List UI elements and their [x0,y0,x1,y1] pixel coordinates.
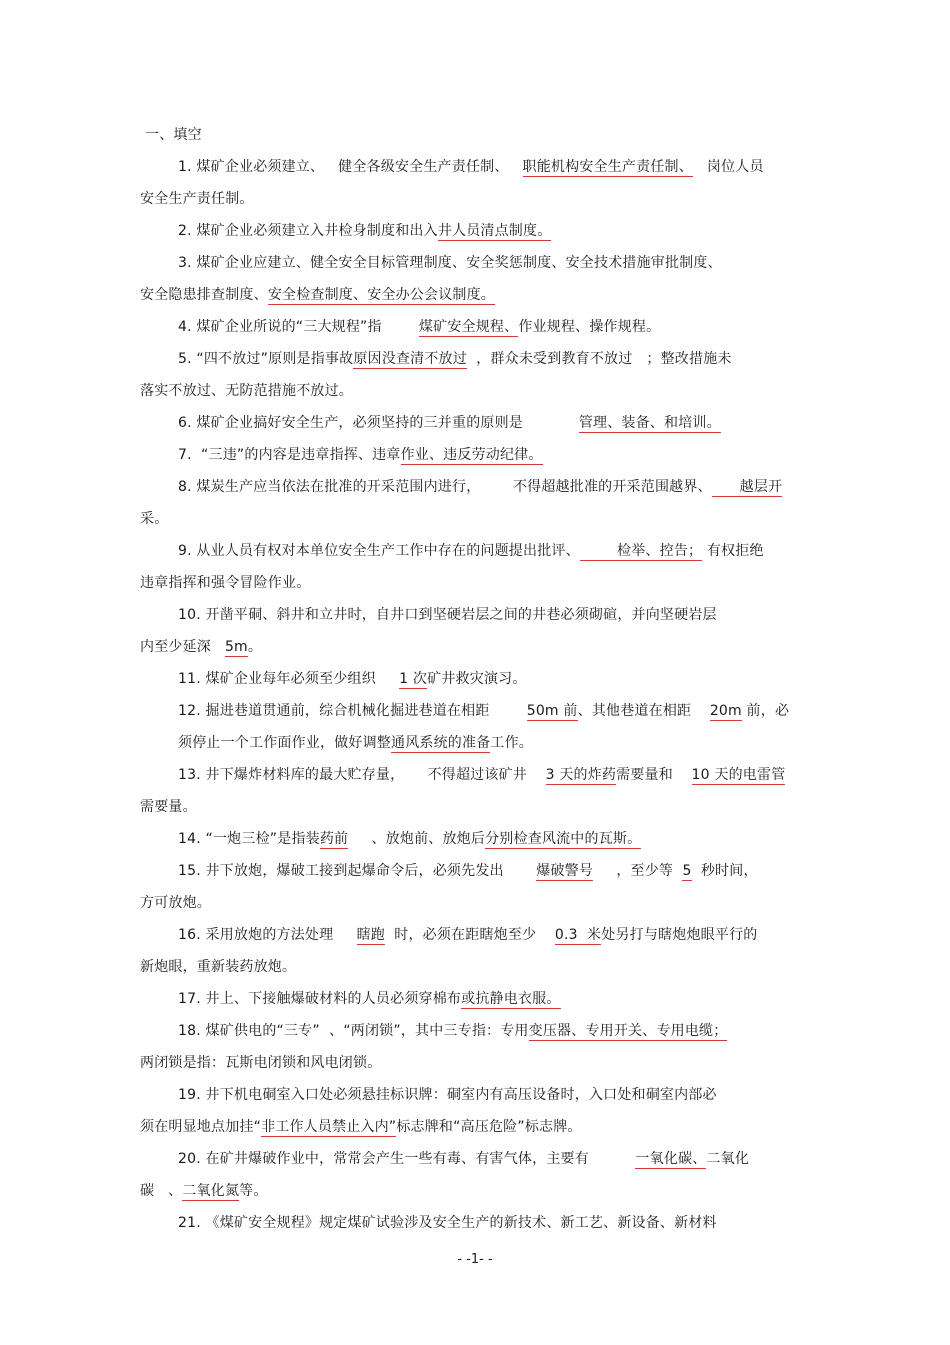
answer-underlined: 越层开 [711,479,783,495]
text-segment: 岗位人员 [692,159,764,175]
text-line [178,925,757,945]
text-segment: 内至少延深 [140,639,225,655]
answer-underlined: 20m [709,703,742,719]
text-segment: 5. “四不放过”原则是指事故 [178,351,354,367]
text-segment: 13. 井下爆炸材料库的最大贮存量， 不得超过该矿井 [178,767,546,783]
answer-underlined: 井人员清点制度。 [437,223,552,239]
answer-underlined: 分别检查风流中的瓦斯。 [485,831,642,847]
text-segment: 10. 开凿平硐、斜井和立井时，自井口到坚硬岩层之间的井巷必须砌碹，并向坚硬岩层 [178,607,717,623]
text-line [178,541,764,561]
text-segment: 安全隐患排查制度、 [140,287,268,303]
text-line [140,1181,268,1201]
text-segment: 须停止一个工作面作业，做好调整 [178,735,391,751]
answer-underlined: 5m [224,639,248,655]
text-line [178,669,527,689]
section-heading [145,125,202,145]
answer-underlined: 煤矿安全规程、 [418,319,519,335]
text-segment: 18. 煤矿供电的“三专” 、“两闭锁”，其中三专指：专用 [178,1023,529,1039]
text-line [178,1085,717,1105]
text-segment: 时，必须在距瞎炮至少 [384,927,555,943]
answer-underlined: 1 次 [399,671,428,687]
text-line [178,221,551,241]
text-segment: 一、填空 [145,127,202,143]
answer-underlined: 管理、装备、和培训。 [578,415,721,431]
text-segment: 方可放炮。 [140,895,211,911]
text-segment: 需要量。 [140,799,197,815]
text-line [178,1213,717,1233]
answer-underlined: 作业、违反劳动纪律。 [400,447,543,463]
answer-underlined: 通风系统的准备 [391,735,491,751]
answer-underlined: 0.3 米 [554,927,602,943]
page-number: - -1- - [457,1252,493,1267]
text-segment: ，群众未受到教育不放过 ；整改措施未 [466,351,732,367]
text-line [140,797,197,817]
text-segment: 3. 煤矿企业应建立、健全安全目标管理制度、安全奖惩制度、安全技术措施审批制度、 [178,255,722,271]
text-line [140,381,353,401]
text-line [178,733,533,753]
text-line [140,573,310,593]
text-segment: 碳 、 [140,1183,183,1199]
text-segment: 作业规程、操作规程。 [518,319,661,335]
text-segment: 17. 井上、下接触爆破材料的人员必须穿棉布 [178,991,462,1007]
text-line [178,861,758,881]
text-segment: 6. 煤矿企业搞好安全生产，必须坚持的三并重的原则是 [178,415,579,431]
text-segment: 采。 [140,511,169,527]
text-segment: 16. 采用放炮的方法处理 [178,927,357,943]
text-line [140,189,254,209]
text-line [178,413,721,433]
text-segment: 8. 煤炭生产应当依法在批准的开采范围内进行， 不得超越批准的开采范围越界、 [178,479,712,495]
text-segment: 落实不放过、无防范措施不放过。 [140,383,353,399]
answer-underlined: 50m 前 [526,703,578,719]
text-segment: 两闭锁是指：瓦斯电闭锁和风电闭锁。 [140,1055,382,1071]
answer-underlined: 原因没查清不放过 [353,351,467,367]
text-segment: 新炮眼，重新装药放炮。 [140,959,297,975]
text-segment: 有权拒绝 [702,543,764,559]
text-segment: 20. 在矿井爆破作业中，常常会产生一些有毒、有害气体，主要有 [178,1151,636,1167]
text-segment: 处另打与瞎炮炮眼平行的 [601,927,758,943]
text-line [178,765,785,785]
text-segment: 标志牌和“高压危险”标志牌。 [396,1119,582,1135]
text-segment: 安全生产责任制。 [140,191,254,207]
text-line [178,1021,727,1041]
text-segment: 14. “一炮三检”是指装 [178,831,320,847]
text-segment: 7. “三违”的内容是违章指挥、违章 [178,447,401,463]
text-segment: 2. 煤矿企业必须建立入井检身制度和出入 [178,223,438,239]
answer-underlined: 3 天的炸药 [545,767,617,783]
text-line [140,285,495,305]
answer-underlined: 5 [682,863,692,879]
text-line [178,701,789,721]
answer-underlined: 二氧化氮 [182,1183,240,1199]
answer-underlined: 非工作人员禁止入内” [261,1119,397,1135]
text-segment: ，至少等 [593,863,683,879]
text-segment: 、放炮前、放炮后 [348,831,486,847]
text-line [178,1149,749,1169]
text-line [178,605,717,625]
answer-underlined: 检举、控告； [579,543,703,559]
text-line [140,637,262,657]
text-line [140,509,168,529]
text-segment: 12. 掘进巷道贯通前，综合机械化掘进巷道在相距 [178,703,527,719]
text-segment: 违章指挥和强令冒险作业。 [140,575,311,591]
text-segment: 须在明显地点加挂“ [140,1119,262,1135]
text-line [140,1117,582,1137]
text-segment: 需要量和 [616,767,692,783]
text-line [178,349,732,369]
text-segment: 1. 煤矿企业必须建立、 健全各级安全生产责任制、 [178,159,523,175]
text-segment: 4. 煤矿企业所说的“三大规程”指 [178,319,419,335]
answer-underlined: 一氧化碳、 [635,1151,707,1167]
text-segment: 11. 煤矿企业每年必须至少组织 [178,671,400,687]
text-line [178,477,782,497]
answer-underlined: 安全检查制度、安全办公会议制度。 [267,287,496,303]
text-line [178,317,660,337]
text-segment: 工作。 [490,735,534,751]
text-segment: 19. 井下机电硐室入口处必须悬挂标识牌：硐室内有高压设备时，入口处和硐室内部必 [178,1087,717,1103]
answer-underlined: 或抗静电衣服。 [461,991,561,1007]
answer-underlined: 瞎跑 [356,927,385,943]
answer-underlined: 10 天的电雷管 [691,767,786,783]
answer-underlined: 变压器、专用开关、专用电缆； [528,1023,728,1039]
text-segment: 9. 从业人员有权对本单位安全生产工作中存在的问题提出批评、 [178,543,580,559]
text-segment: 。 [247,639,263,655]
text-segment: 二氧化 [706,1151,750,1167]
text-segment: 等。 [239,1183,268,1199]
text-segment: 秒时间， [691,863,758,879]
text-line [140,893,211,913]
answer-underlined: 职能机构安全生产责任制、 [522,159,693,175]
text-segment: 21. 《煤矿安全规程》规定煤矿试验涉及安全生产的新技术、新工艺、新设备、新材料 [178,1215,717,1231]
text-line [178,989,561,1009]
text-segment: 、其他巷道在相距 [577,703,710,719]
text-line [140,1053,381,1073]
answer-underlined: 药前 [319,831,349,847]
text-segment: 15. 井下放炮，爆破工接到起爆命令后，必须先发出 [178,863,537,879]
text-line [178,445,543,465]
answer-underlined: 爆破警号 [536,863,594,879]
text-line [178,253,722,273]
text-segment: 矿井救灾演习。 [427,671,527,687]
text-line [140,957,296,977]
text-segment: 前，必 [741,703,790,719]
text-line [178,157,764,177]
text-line [178,829,641,849]
